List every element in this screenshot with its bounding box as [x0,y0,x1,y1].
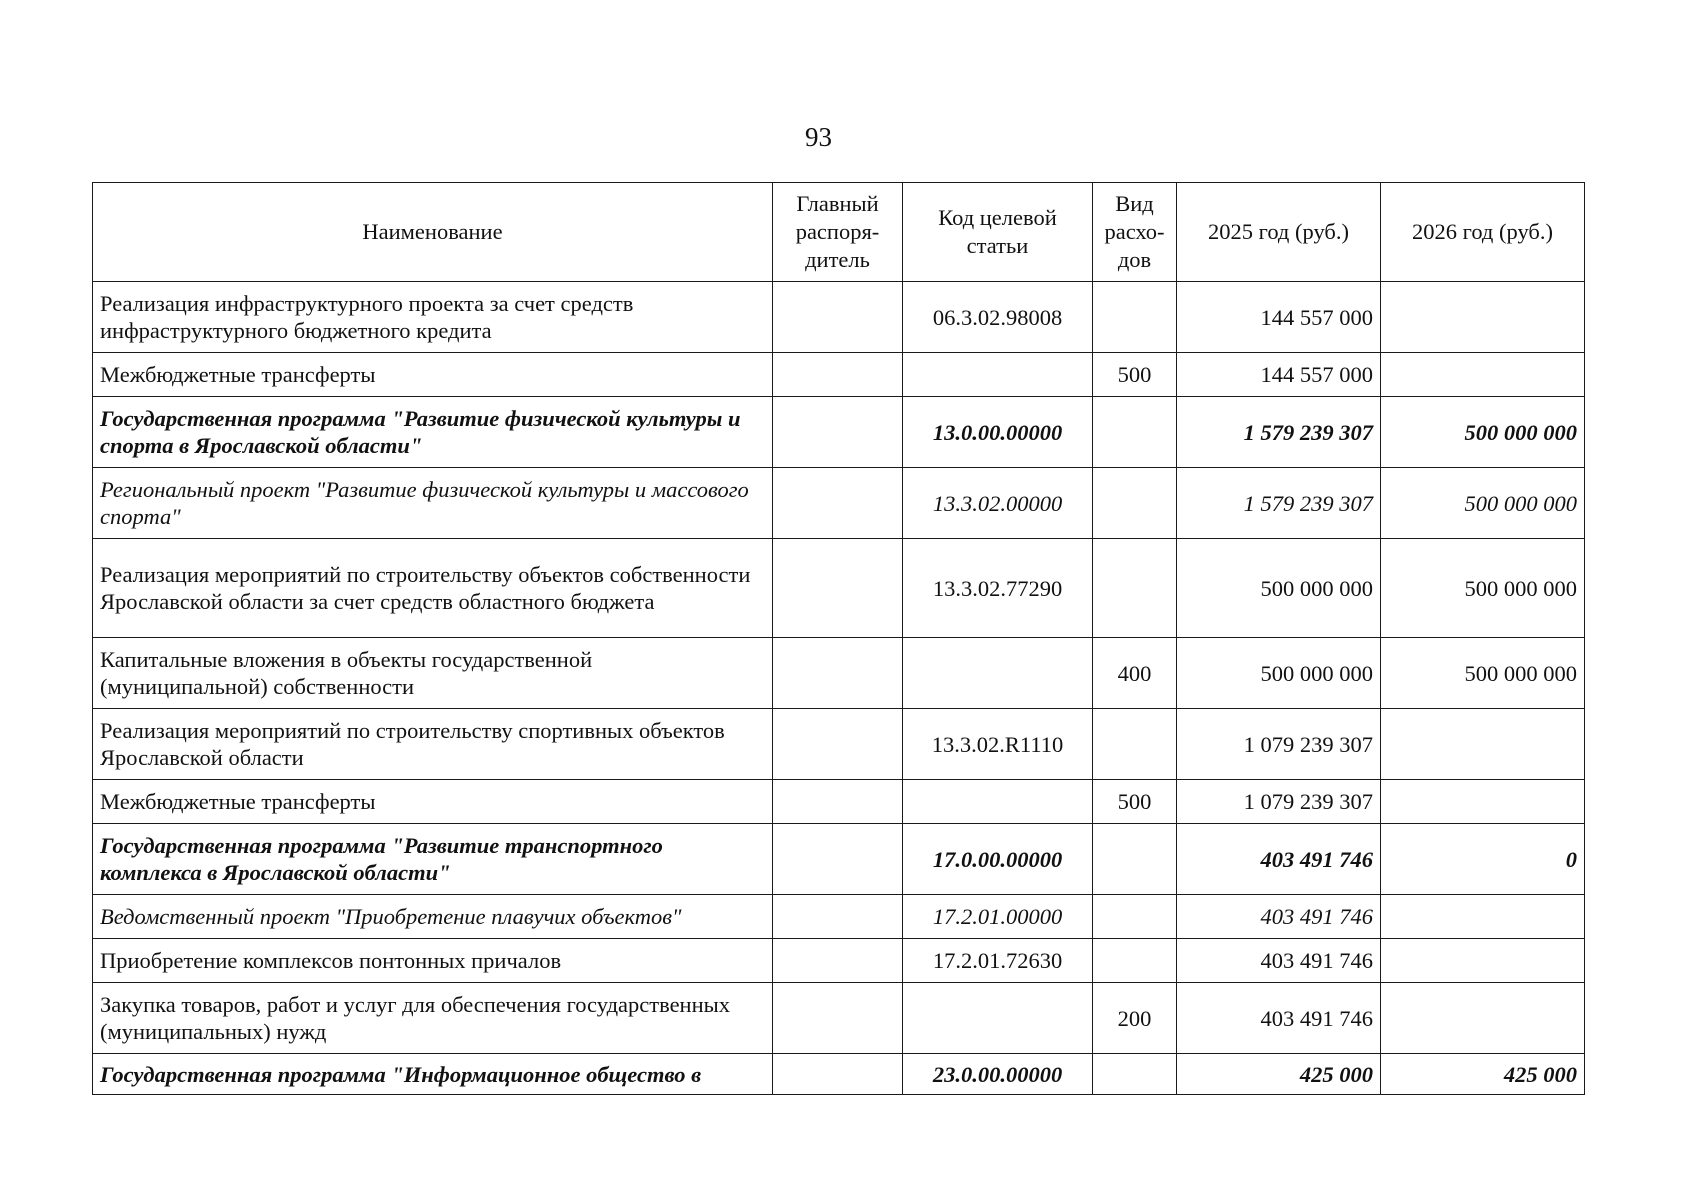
table-row [93,895,1585,939]
table-row [93,1054,1585,1095]
cell-type [1093,895,1177,939]
cell-2026 [1381,780,1585,824]
cell-type [1093,539,1177,638]
cell-manager [773,939,903,983]
cell-name: Капитальные вложения в объекты государственной (муниципальной) собственности [93,638,773,709]
cell-2026: 500 000 000 [1381,468,1585,539]
table-row [93,709,1585,780]
cell-type [1093,824,1177,895]
cell-name: Государственная программа "Развитие физической культуры и спорта в Ярославской области" [93,397,773,468]
cell-type [1093,397,1177,468]
cell-2025: 403 491 746 [1177,824,1381,895]
cell-code: 17.2.01.00000 [903,895,1093,939]
cell-code [903,638,1093,709]
cell-2025: 1 579 239 307 [1177,468,1381,539]
cell-manager [773,709,903,780]
cell-2025: 500 000 000 [1177,539,1381,638]
cell-2025: 425 000 [1177,1054,1381,1095]
cell-manager [773,895,903,939]
cell-manager [773,638,903,709]
header-2026: 2026 год (руб.) [1381,183,1585,282]
cell-2025: 1 079 239 307 [1177,709,1381,780]
table-row [93,353,1585,397]
cell-name: Государственная программа "Информационное общество в [93,1054,773,1095]
table-row [93,780,1585,824]
cell-type: 500 [1093,353,1177,397]
cell-type [1093,1054,1177,1095]
cell-name: Ведомственный проект "Приобретение плавучих объектов" [93,895,773,939]
header-manager: Главный распоря-дитель [773,183,903,282]
page-number: 93 [805,122,832,152]
cell-code: 13.3.02.00000 [903,468,1093,539]
cell-manager [773,780,903,824]
cell-2025: 500 000 000 [1177,638,1381,709]
table-row [93,824,1585,895]
table-row [93,282,1585,353]
cell-manager [773,353,903,397]
cell-code: 17.2.01.72630 [903,939,1093,983]
cell-2026: 500 000 000 [1381,638,1585,709]
cell-code: 13.3.02.R1110 [903,709,1093,780]
table-row [93,939,1585,983]
cell-2026 [1381,939,1585,983]
header-code: Код целевой статьи [903,183,1093,282]
table-row [93,397,1585,468]
cell-name: Реализация мероприятий по строительству объектов собственности Ярославской области за счет средств областного бюджета [93,539,773,638]
cell-name: Государственная программа "Развитие транспортного комплекса в Ярославской области" [93,824,773,895]
cell-2026 [1381,709,1585,780]
table-header-row [93,183,1585,282]
cell-code: 06.3.02.98008 [903,282,1093,353]
cell-manager [773,282,903,353]
cell-2026 [1381,895,1585,939]
cell-code: 13.0.00.00000 [903,397,1093,468]
cell-2026 [1381,983,1585,1054]
cell-2025: 403 491 746 [1177,939,1381,983]
header-name: Наименование [93,183,773,282]
header-type: Вид расхо-дов [1093,183,1177,282]
cell-type: 200 [1093,983,1177,1054]
cell-2026: 500 000 000 [1381,539,1585,638]
cell-name: Приобретение комплексов понтонных причалов [93,939,773,983]
cell-code: 23.0.00.00000 [903,1054,1093,1095]
cell-type [1093,939,1177,983]
cell-code [903,780,1093,824]
cell-type [1093,282,1177,353]
cell-name: Межбюджетные трансферты [93,780,773,824]
cell-code [903,353,1093,397]
cell-2025: 144 557 000 [1177,353,1381,397]
cell-manager [773,983,903,1054]
header-2025: 2025 год (руб.) [1177,183,1381,282]
cell-manager [773,824,903,895]
cell-name: Реализация инфраструктурного проекта за счет средств инфраструктурного бюджетного кредита [93,282,773,353]
table-row [93,638,1585,709]
cell-code [903,983,1093,1054]
cell-type: 500 [1093,780,1177,824]
cell-type [1093,468,1177,539]
cell-manager [773,397,903,468]
cell-manager [773,539,903,638]
cell-2026: 500 000 000 [1381,397,1585,468]
table-row [93,468,1585,539]
cell-name: Межбюджетные трансферты [93,353,773,397]
cell-2026: 0 [1381,824,1585,895]
cell-manager [773,468,903,539]
table-row [93,539,1585,638]
budget-table [92,182,1585,1095]
cell-2025: 1 579 239 307 [1177,397,1381,468]
cell-name: Реализация мероприятий по строительству спортивных объектов Ярославской области [93,709,773,780]
cell-code: 13.3.02.77290 [903,539,1093,638]
cell-2025: 144 557 000 [1177,282,1381,353]
cell-code: 17.0.00.00000 [903,824,1093,895]
cell-manager [773,1054,903,1095]
cell-2026 [1381,353,1585,397]
cell-name: Региональный проект "Развитие физической культуры и массового спорта" [93,468,773,539]
cell-2026 [1381,282,1585,353]
table-row [93,983,1585,1054]
cell-2026: 425 000 [1381,1054,1585,1095]
cell-2025: 1 079 239 307 [1177,780,1381,824]
cell-2025: 403 491 746 [1177,983,1381,1054]
cell-type [1093,709,1177,780]
cell-type: 400 [1093,638,1177,709]
cell-name: Закупка товаров, работ и услуг для обеспечения государственных (муниципальных) нужд [93,983,773,1054]
cell-2025: 403 491 746 [1177,895,1381,939]
